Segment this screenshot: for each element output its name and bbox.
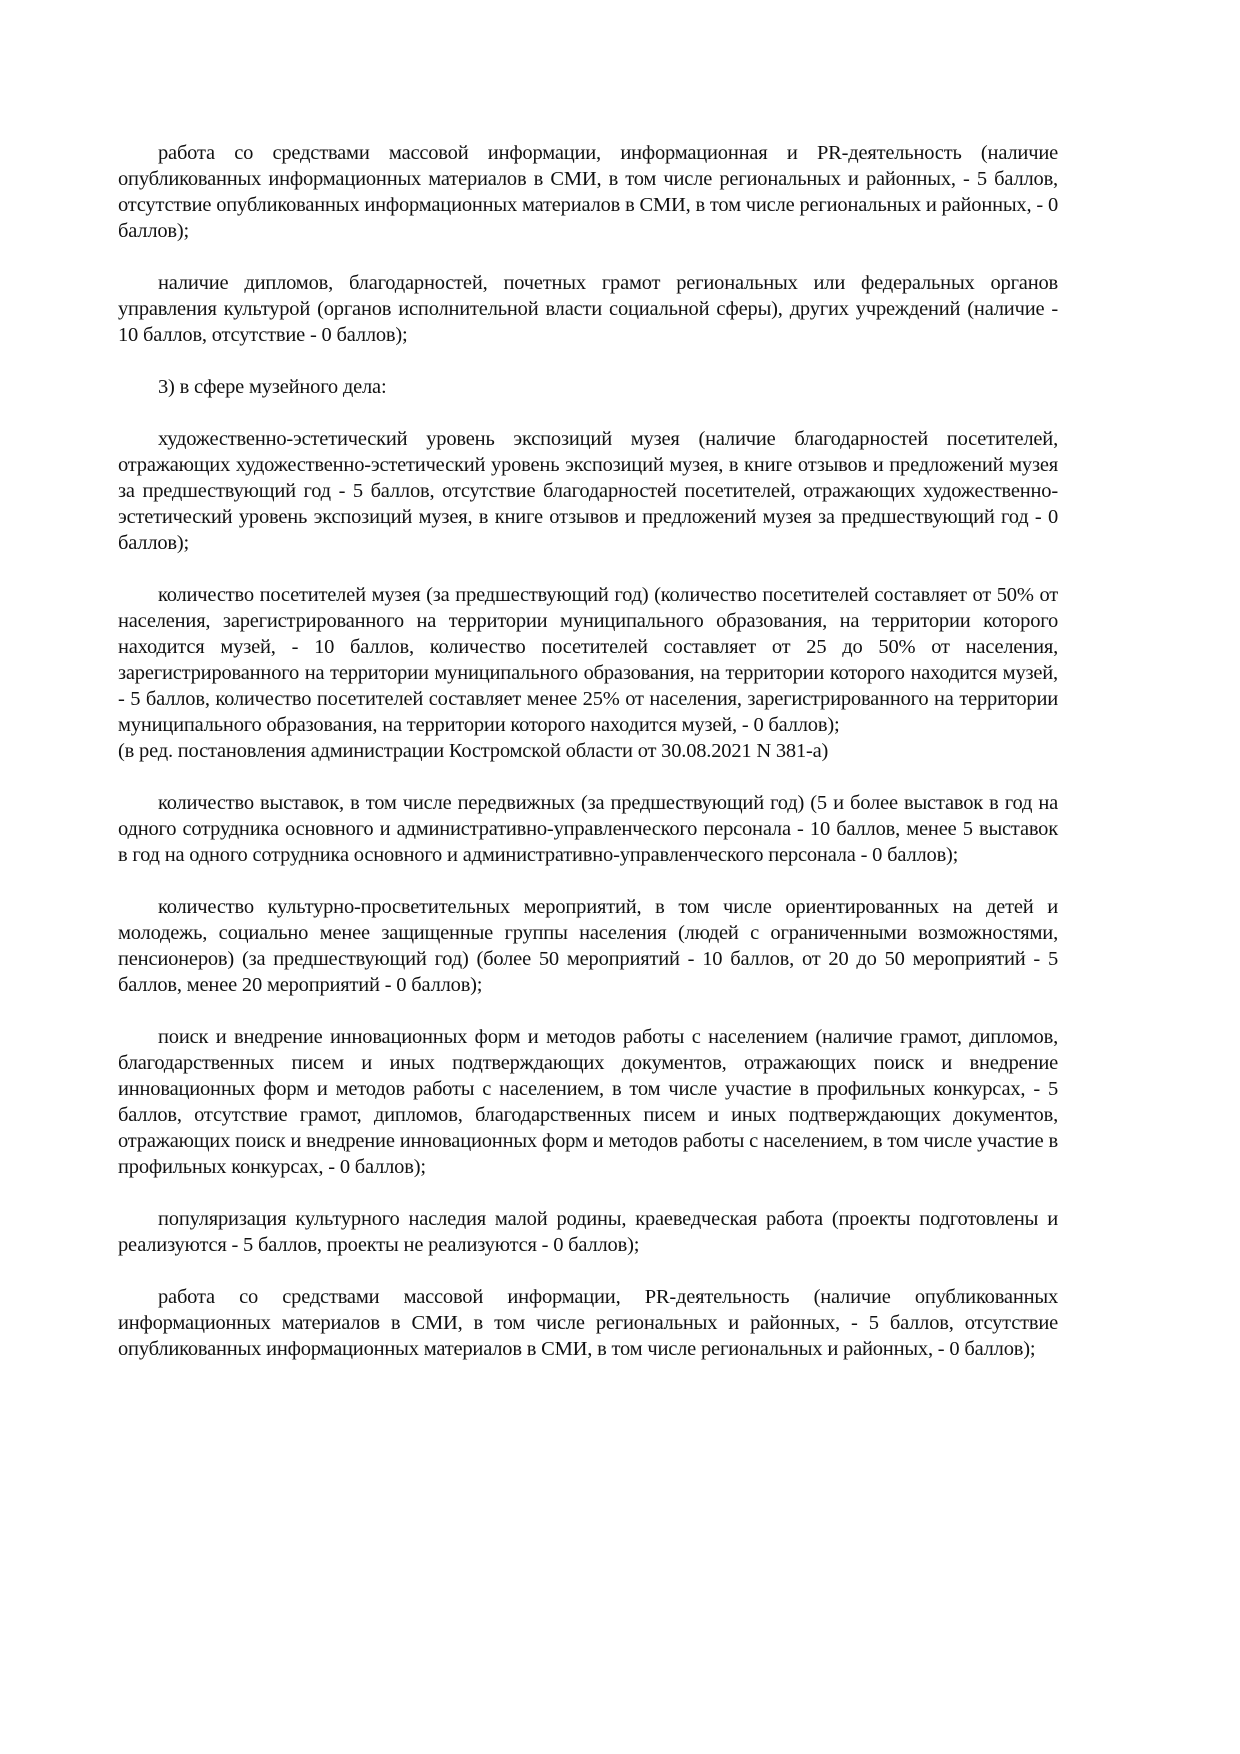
paragraph-heritage: популяризация культурного наследия малой родины, краеведческая работа (проекты подготовлены и реализуются - 5 баллов, проекты не реализуются - 0 баллов); (118, 1208, 1058, 1256)
paragraph-events-count: количество культурно-просветительных мероприятий, в том числе ориентированных на детей и молодежь, социально менее защищенные группы населения (людей с ограниченными возможностями, пенсионеров) (за предшествующий год) (более 50 мероприятий - 10 баллов, от 20 до 50 мероприятий - 5 баллов, менее 20 мероприятий - 0 баллов); (118, 896, 1058, 996)
paragraph-innovation: поиск и внедрение инновационных форм и методов работы с населением (наличие грамот, дипломов, благодарственных писем и иных подтверждающих документов, отражающих поиск и внедрение инновационных форм и методов работы с населением, в том числе участие в профильных конкурсах, - 5 баллов, отсутствие грамот, дипломов, благодарственных писем и иных подтверждающих документов, отражающих поиск и внедрение инновационных форм и методов работы с населением, в том числе участие в профильных конкурсах, - 0 баллов); (118, 1026, 1058, 1178)
paragraph-exhibitions-count: количество выставок, в том числе передвижных (за предшествующий год) (5 и более выставок в год на одного сотрудника основного и административно-управленческого персонала - 10 баллов, менее 5 выставок в год на одного сотрудника основного и административно-управленческого персонала - 0 баллов); (118, 792, 1058, 866)
paragraph-exposition-level: художественно-эстетический уровень экспозиций музея (наличие благодарностей посетителей, отражающих художественно-эстетический уровень экспозиций музея, в книге отзывов и предложений музея за предшествующий год - 5 баллов, отсутствие благодарностей посетителей, отражающих художественно-эстетический уровень экспозиций музея, в книге отзывов и предложений музея за предшествующий год - 0 баллов); (118, 428, 1058, 554)
document-page (118, 140, 1058, 1388)
paragraph-diplomas: наличие дипломов, благодарностей, почетных грамот региональных или федеральных органов управления культурой (органов исполнительной власти социальной сферы), других учреждений (наличие - 10 баллов, отсутствие - 0 баллов); (118, 272, 1058, 346)
section-heading-museum: 3) в сфере музейного дела: (158, 376, 387, 398)
amendment-note: (в ред. постановления администрации Костромской области от 30.08.2021 N 381-а) (118, 740, 829, 762)
paragraph-visitors-count: количество посетителей музея (за предшествующий год) (количество посетителей составляет от 50% от населения, зарегистрированного на территории муниципального образования, на территории которого находится музей, - 10 баллов, количество посетителей составляет от 25 до 50% от населения, зарегистрированного на территории муниципального образования, на территории которого находится музей, - 5 баллов, количество посетителей составляет менее 25% от населения, зарегистрированного на территории муниципального образования, на территории которого находится музей, - 0 баллов); (118, 584, 1058, 736)
paragraph-media-pr: работа со средствами массовой информации, информационная и PR-деятельность (наличие опубликованных информационных материалов в СМИ, в том числе региональных и районных, - 5 баллов, отсутствие опубликованных информационных материалов в СМИ, в том числе региональных и районных, - 0 баллов); (118, 142, 1058, 242)
paragraph-media-pr-museum: работа со средствами массовой информации, PR-деятельность (наличие опубликованных информационных материалов в СМИ, в том числе региональных и районных, - 5 баллов, отсутствие опубликованных информационных материалов в СМИ, в том числе региональных и районных, - 0 баллов); (118, 1286, 1058, 1360)
